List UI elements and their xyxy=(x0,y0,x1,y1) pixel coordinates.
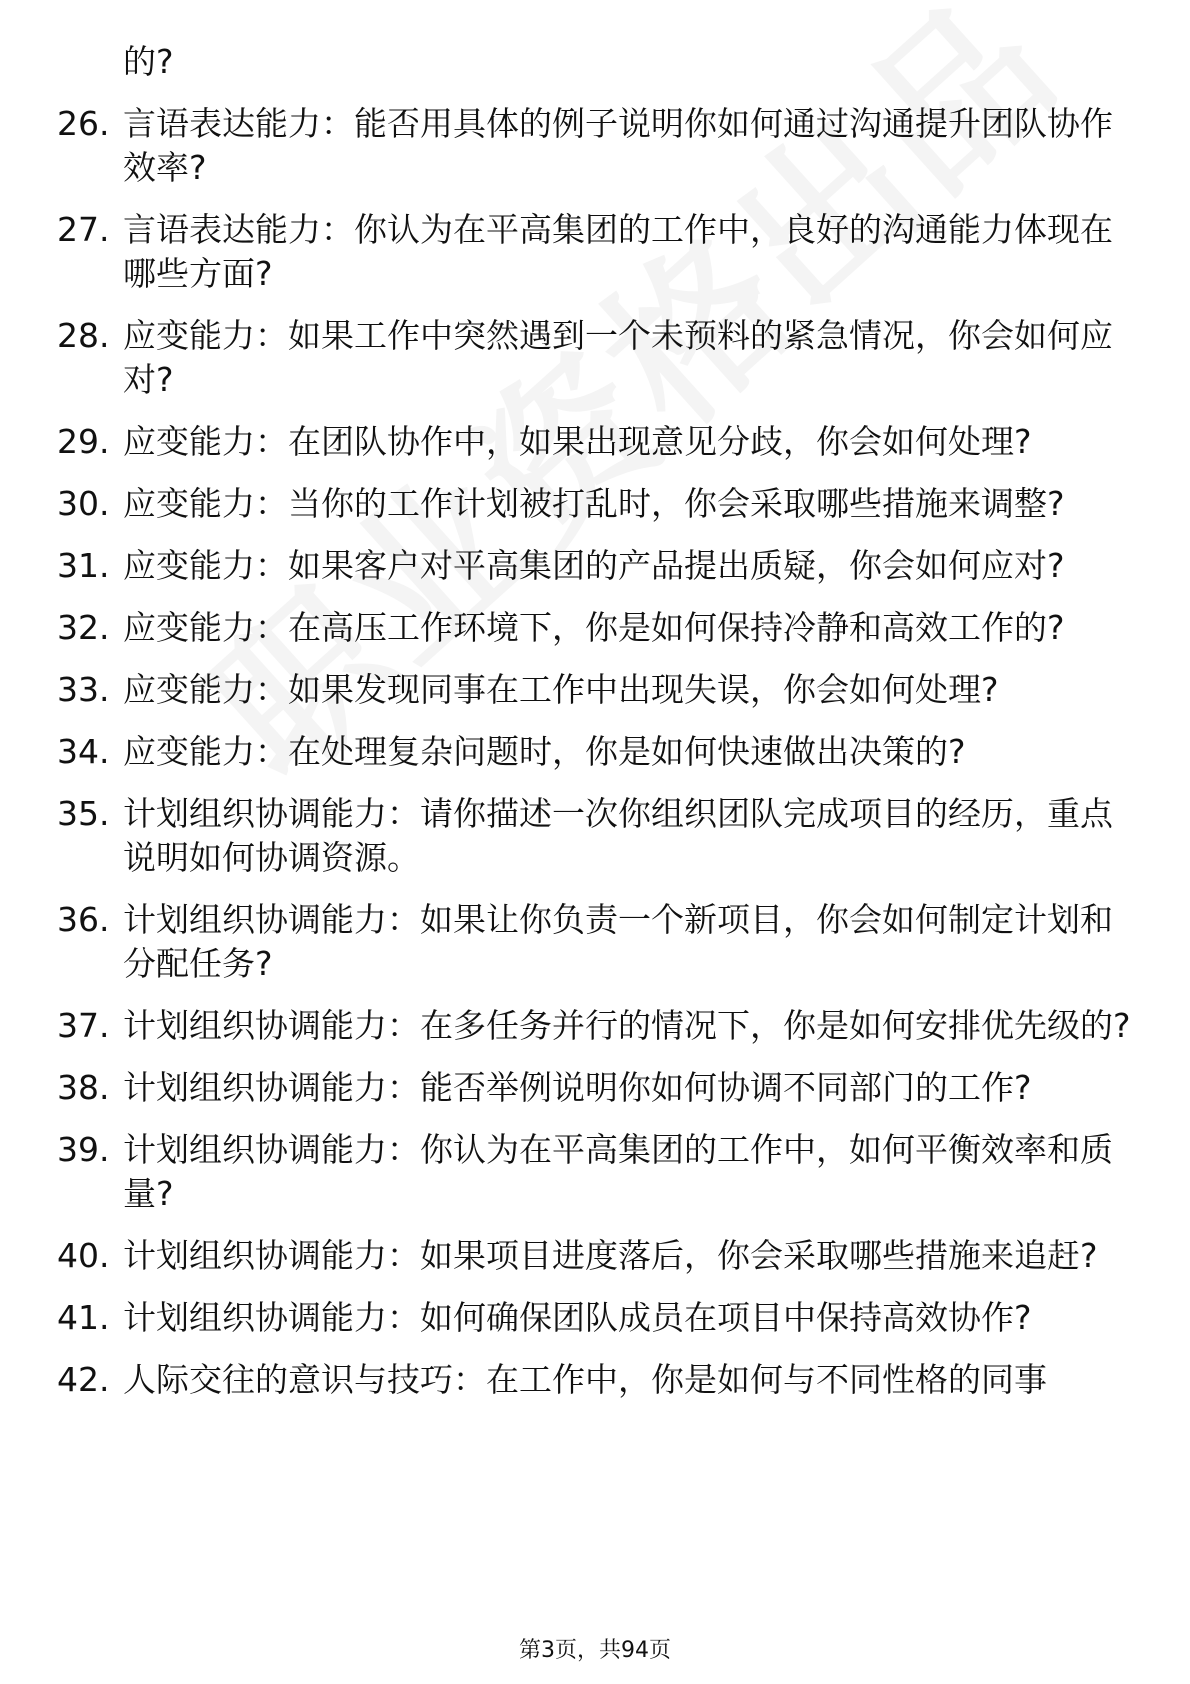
question-text: 人际交往的意识与技巧：在工作中，你是如何与不同性格的同事 xyxy=(123,1360,1047,1399)
question-item xyxy=(0,792,1190,880)
question-item xyxy=(0,1128,1190,1216)
question-number: 36. xyxy=(57,900,110,939)
question-list xyxy=(0,102,1190,1402)
question-number: 40. xyxy=(57,1236,110,1275)
question-item xyxy=(0,208,1190,296)
question-number: 30. xyxy=(57,484,110,523)
question-text: 言语表达能力：你认为在平高集团的工作中，良好的沟通能力体现在哪些方面? xyxy=(123,210,1113,293)
question-text: 应变能力：在处理复杂问题时，你是如何快速做出决策的? xyxy=(123,732,966,771)
question-item xyxy=(0,606,1190,650)
question-number: 29. xyxy=(57,422,110,461)
question-text: 应变能力：当你的工作计划被打乱时，你会采取哪些措施来调整? xyxy=(123,484,1065,523)
question-item xyxy=(0,1234,1190,1278)
question-item xyxy=(0,102,1190,190)
question-text: 计划组织协调能力：能否举例说明你如何协调不同部门的工作? xyxy=(123,1068,1032,1107)
question-number: 42. xyxy=(57,1360,110,1399)
question-number: 39. xyxy=(57,1130,110,1169)
question-text: 计划组织协调能力：如果让你负责一个新项目，你会如何制定计划和分配任务? xyxy=(123,900,1113,983)
question-content xyxy=(0,40,1190,1420)
question-number: 41. xyxy=(57,1298,110,1337)
question-text: 应变能力：在高压工作环境下，你是如何保持冷静和高效工作的? xyxy=(123,608,1065,647)
question-number: 32. xyxy=(57,608,110,647)
question-item xyxy=(0,730,1190,774)
question-text: 言语表达能力：能否用具体的例子说明你如何通过沟通提升团队协作效率? xyxy=(123,104,1113,187)
question-item xyxy=(0,482,1190,526)
question-item xyxy=(0,1004,1190,1048)
page-number-footer: 第3页，共94页 xyxy=(519,1638,671,1663)
question-item xyxy=(0,1358,1190,1402)
question-number: 27. xyxy=(57,210,110,249)
question-number: 38. xyxy=(57,1068,110,1107)
question-text: 应变能力：如果发现同事在工作中出现失误，你会如何处理? xyxy=(123,670,999,709)
question-number: 37. xyxy=(57,1006,110,1045)
question-text: 计划组织协调能力：如何确保团队成员在项目中保持高效协作? xyxy=(123,1298,1032,1337)
question-item xyxy=(0,420,1190,464)
question-text: 应变能力：如果工作中突然遇到一个未预料的紧急情况，你会如何应对? xyxy=(123,316,1113,399)
question-item xyxy=(0,668,1190,712)
continued-text: 的? xyxy=(123,42,174,81)
question-item xyxy=(0,1296,1190,1340)
question-item xyxy=(0,898,1190,986)
question-number: 28. xyxy=(57,316,110,355)
question-number: 33. xyxy=(57,670,110,709)
question-text: 应变能力：在团队协作中，如果出现意见分歧，你会如何处理? xyxy=(123,422,1032,461)
question-text: 计划组织协调能力：在多任务并行的情况下，你是如何安排优先级的? xyxy=(123,1006,1131,1045)
question-item xyxy=(0,314,1190,402)
question-number: 35. xyxy=(57,794,110,833)
question-number: 26. xyxy=(57,104,110,143)
question-item xyxy=(0,1066,1190,1110)
question-text: 计划组织协调能力：你认为在平高集团的工作中，如何平衡效率和质量? xyxy=(123,1130,1113,1213)
question-number: 31. xyxy=(57,546,110,585)
question-text: 应变能力：如果客户对平高集团的产品提出质疑，你会如何应对? xyxy=(123,546,1065,585)
question-item xyxy=(0,544,1190,588)
question-text: 计划组织协调能力：请你描述一次你组织团队完成项目的经历，重点说明如何协调资源。 xyxy=(123,794,1113,877)
question-number: 34. xyxy=(57,732,110,771)
question-text: 计划组织协调能力：如果项目进度落后，你会采取哪些措施来追赶? xyxy=(123,1236,1098,1275)
